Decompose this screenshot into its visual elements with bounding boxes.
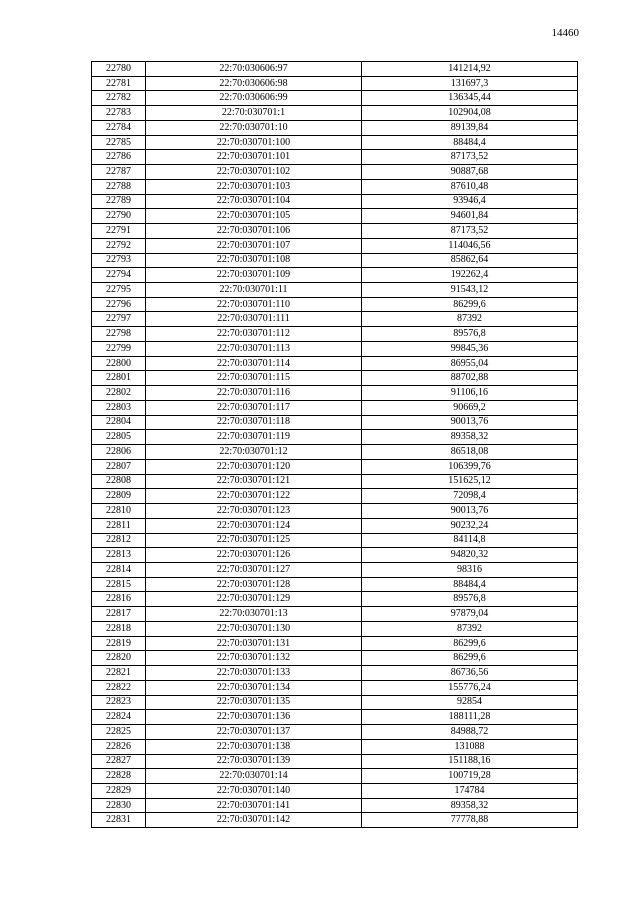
value-cell: 89358,32 xyxy=(362,430,578,445)
data-table xyxy=(91,61,578,828)
cadastral-number-cell: 22:70:030701:1 xyxy=(146,106,362,121)
cadastral-number-cell: 22:70:030606:98 xyxy=(146,76,362,91)
table-body xyxy=(92,62,578,828)
value-cell: 94820,32 xyxy=(362,548,578,563)
value-cell: 89358,32 xyxy=(362,798,578,813)
table-row xyxy=(92,504,578,519)
cadastral-number-cell: 22:70:030701:142 xyxy=(146,813,362,828)
row-number-cell: 22821 xyxy=(92,666,146,681)
cadastral-number-cell: 22:70:030701:130 xyxy=(146,621,362,636)
table-row xyxy=(92,533,578,548)
table-row xyxy=(92,430,578,445)
value-cell: 91106,16 xyxy=(362,386,578,401)
cadastral-number-cell: 22:70:030701:106 xyxy=(146,224,362,239)
value-cell: 98316 xyxy=(362,562,578,577)
cadastral-number-cell: 22:70:030701:121 xyxy=(146,474,362,489)
cadastral-number-cell: 22:70:030701:112 xyxy=(146,327,362,342)
value-cell: 89139,84 xyxy=(362,120,578,135)
row-number-cell: 22831 xyxy=(92,813,146,828)
row-number-cell: 22791 xyxy=(92,224,146,239)
row-number-cell: 22825 xyxy=(92,725,146,740)
table-row xyxy=(92,106,578,121)
row-number-cell: 22801 xyxy=(92,371,146,386)
value-cell: 92854 xyxy=(362,695,578,710)
cadastral-number-cell: 22:70:030701:100 xyxy=(146,135,362,150)
cadastral-number-cell: 22:70:030606:97 xyxy=(146,62,362,77)
value-cell: 131697,3 xyxy=(362,76,578,91)
row-number-cell: 22798 xyxy=(92,327,146,342)
cadastral-number-cell: 22:70:030701:137 xyxy=(146,725,362,740)
cadastral-number-cell: 22:70:030701:101 xyxy=(146,150,362,165)
table-row xyxy=(92,179,578,194)
cadastral-number-cell: 22:70:030701:129 xyxy=(146,592,362,607)
value-cell: 99845,36 xyxy=(362,341,578,356)
table-row xyxy=(92,489,578,504)
row-number-cell: 22823 xyxy=(92,695,146,710)
cadastral-number-cell: 22:70:030701:115 xyxy=(146,371,362,386)
table-row xyxy=(92,120,578,135)
table-row xyxy=(92,607,578,622)
table-row xyxy=(92,783,578,798)
table-row xyxy=(92,283,578,298)
table-row xyxy=(92,769,578,784)
value-cell: 89576,8 xyxy=(362,592,578,607)
table-row xyxy=(92,209,578,224)
row-number-cell: 22797 xyxy=(92,312,146,327)
table-row xyxy=(92,327,578,342)
table-row xyxy=(92,474,578,489)
row-number-cell: 22805 xyxy=(92,430,146,445)
row-number-cell: 22815 xyxy=(92,577,146,592)
row-number-cell: 22800 xyxy=(92,356,146,371)
table-row xyxy=(92,386,578,401)
cadastral-number-cell: 22:70:030701:133 xyxy=(146,666,362,681)
row-number-cell: 22789 xyxy=(92,194,146,209)
cadastral-number-cell: 22:70:030701:14 xyxy=(146,769,362,784)
row-number-cell: 22785 xyxy=(92,135,146,150)
cadastral-number-cell: 22:70:030701:114 xyxy=(146,356,362,371)
value-cell: 131088 xyxy=(362,739,578,754)
table-row xyxy=(92,356,578,371)
row-number-cell: 22799 xyxy=(92,341,146,356)
table-row xyxy=(92,135,578,150)
value-cell: 90887,68 xyxy=(362,165,578,180)
value-cell: 155776,24 xyxy=(362,680,578,695)
row-number-cell: 22802 xyxy=(92,386,146,401)
cadastral-number-cell: 22:70:030701:111 xyxy=(146,312,362,327)
value-cell: 93946,4 xyxy=(362,194,578,209)
table-row xyxy=(92,268,578,283)
table-row xyxy=(92,445,578,460)
row-number-cell: 22795 xyxy=(92,283,146,298)
page-number: 14460 xyxy=(551,27,579,39)
row-number-cell: 22829 xyxy=(92,783,146,798)
row-number-cell: 22819 xyxy=(92,636,146,651)
value-cell: 102904,08 xyxy=(362,106,578,121)
row-number-cell: 22803 xyxy=(92,400,146,415)
value-cell: 86299,6 xyxy=(362,636,578,651)
table-row xyxy=(92,798,578,813)
table-row xyxy=(92,577,578,592)
row-number-cell: 22810 xyxy=(92,504,146,519)
table-row xyxy=(92,548,578,563)
value-cell: 87173,52 xyxy=(362,224,578,239)
row-number-cell: 22790 xyxy=(92,209,146,224)
table-row xyxy=(92,592,578,607)
table-row xyxy=(92,518,578,533)
table-row xyxy=(92,725,578,740)
cadastral-number-cell: 22:70:030701:13 xyxy=(146,607,362,622)
row-number-cell: 22806 xyxy=(92,445,146,460)
value-cell: 77778,88 xyxy=(362,813,578,828)
value-cell: 88484,4 xyxy=(362,577,578,592)
cadastral-number-cell: 22:70:030701:134 xyxy=(146,680,362,695)
table-row xyxy=(92,371,578,386)
cadastral-number-cell: 22:70:030701:110 xyxy=(146,297,362,312)
value-cell: 188111,28 xyxy=(362,710,578,725)
cadastral-number-cell: 22:70:030701:131 xyxy=(146,636,362,651)
value-cell: 87173,52 xyxy=(362,150,578,165)
value-cell: 100719,28 xyxy=(362,769,578,784)
table-row xyxy=(92,238,578,253)
cadastral-number-cell: 22:70:030701:123 xyxy=(146,504,362,519)
row-number-cell: 22830 xyxy=(92,798,146,813)
cadastral-number-cell: 22:70:030701:128 xyxy=(146,577,362,592)
value-cell: 141214,92 xyxy=(362,62,578,77)
value-cell: 87392 xyxy=(362,312,578,327)
cadastral-number-cell: 22:70:030701:125 xyxy=(146,533,362,548)
value-cell: 84988,72 xyxy=(362,725,578,740)
row-number-cell: 22809 xyxy=(92,489,146,504)
table-row xyxy=(92,297,578,312)
value-cell: 151625,12 xyxy=(362,474,578,489)
table-row xyxy=(92,253,578,268)
table-row xyxy=(92,739,578,754)
cadastral-number-cell: 22:70:030701:139 xyxy=(146,754,362,769)
cadastral-number-cell: 22:70:030701:107 xyxy=(146,238,362,253)
value-cell: 86955,04 xyxy=(362,356,578,371)
row-number-cell: 22792 xyxy=(92,238,146,253)
cadastral-number-cell: 22:70:030701:103 xyxy=(146,179,362,194)
row-number-cell: 22793 xyxy=(92,253,146,268)
value-cell: 88702,88 xyxy=(362,371,578,386)
cadastral-number-cell: 22:70:030701:108 xyxy=(146,253,362,268)
cadastral-number-cell: 22:70:030701:132 xyxy=(146,651,362,666)
value-cell: 84114,8 xyxy=(362,533,578,548)
cadastral-number-cell: 22:70:030701:120 xyxy=(146,459,362,474)
row-number-cell: 22783 xyxy=(92,106,146,121)
row-number-cell: 22794 xyxy=(92,268,146,283)
cadastral-number-cell: 22:70:030606:99 xyxy=(146,91,362,106)
value-cell: 174784 xyxy=(362,783,578,798)
cadastral-number-cell: 22:70:030701:117 xyxy=(146,400,362,415)
value-cell: 86299,6 xyxy=(362,651,578,666)
cadastral-number-cell: 22:70:030701:116 xyxy=(146,386,362,401)
cadastral-number-cell: 22:70:030701:104 xyxy=(146,194,362,209)
row-number-cell: 22820 xyxy=(92,651,146,666)
cadastral-number-cell: 22:70:030701:136 xyxy=(146,710,362,725)
row-number-cell: 22814 xyxy=(92,562,146,577)
cadastral-number-cell: 22:70:030701:141 xyxy=(146,798,362,813)
table-row xyxy=(92,651,578,666)
row-number-cell: 22784 xyxy=(92,120,146,135)
row-number-cell: 22816 xyxy=(92,592,146,607)
row-number-cell: 22811 xyxy=(92,518,146,533)
value-cell: 86518,08 xyxy=(362,445,578,460)
row-number-cell: 22826 xyxy=(92,739,146,754)
row-number-cell: 22780 xyxy=(92,62,146,77)
row-number-cell: 22796 xyxy=(92,297,146,312)
value-cell: 106399,76 xyxy=(362,459,578,474)
value-cell: 90669,2 xyxy=(362,400,578,415)
cadastral-number-cell: 22:70:030701:124 xyxy=(146,518,362,533)
value-cell: 87392 xyxy=(362,621,578,636)
row-number-cell: 22828 xyxy=(92,769,146,784)
cadastral-number-cell: 22:70:030701:138 xyxy=(146,739,362,754)
table-row xyxy=(92,562,578,577)
value-cell: 86299,6 xyxy=(362,297,578,312)
table-row xyxy=(92,165,578,180)
value-cell: 86736,56 xyxy=(362,666,578,681)
table-row xyxy=(92,341,578,356)
value-cell: 97879,04 xyxy=(362,607,578,622)
table-row xyxy=(92,224,578,239)
row-number-cell: 22813 xyxy=(92,548,146,563)
table-row xyxy=(92,636,578,651)
value-cell: 151188,16 xyxy=(362,754,578,769)
cadastral-number-cell: 22:70:030701:119 xyxy=(146,430,362,445)
cadastral-number-cell: 22:70:030701:140 xyxy=(146,783,362,798)
table-row xyxy=(92,400,578,415)
table-row xyxy=(92,666,578,681)
table-row xyxy=(92,695,578,710)
cadastral-number-cell: 22:70:030701:12 xyxy=(146,445,362,460)
cadastral-number-cell: 22:70:030701:102 xyxy=(146,165,362,180)
value-cell: 72098,4 xyxy=(362,489,578,504)
cadastral-number-cell: 22:70:030701:105 xyxy=(146,209,362,224)
cadastral-number-cell: 22:70:030701:113 xyxy=(146,341,362,356)
table-row xyxy=(92,415,578,430)
table-row xyxy=(92,710,578,725)
row-number-cell: 22818 xyxy=(92,621,146,636)
cadastral-number-cell: 22:70:030701:135 xyxy=(146,695,362,710)
value-cell: 85862,64 xyxy=(362,253,578,268)
table-row xyxy=(92,312,578,327)
table-row xyxy=(92,91,578,106)
table-row xyxy=(92,194,578,209)
row-number-cell: 22808 xyxy=(92,474,146,489)
value-cell: 90013,76 xyxy=(362,504,578,519)
row-number-cell: 22807 xyxy=(92,459,146,474)
cadastral-number-cell: 22:70:030701:126 xyxy=(146,548,362,563)
row-number-cell: 22812 xyxy=(92,533,146,548)
row-number-cell: 22804 xyxy=(92,415,146,430)
value-cell: 87610,48 xyxy=(362,179,578,194)
cadastral-number-cell: 22:70:030701:109 xyxy=(146,268,362,283)
cadastral-number-cell: 22:70:030701:11 xyxy=(146,283,362,298)
row-number-cell: 22824 xyxy=(92,710,146,725)
value-cell: 90232,24 xyxy=(362,518,578,533)
value-cell: 136345,44 xyxy=(362,91,578,106)
value-cell: 90013,76 xyxy=(362,415,578,430)
cadastral-number-cell: 22:70:030701:122 xyxy=(146,489,362,504)
row-number-cell: 22788 xyxy=(92,179,146,194)
row-number-cell: 22787 xyxy=(92,165,146,180)
table-row xyxy=(92,150,578,165)
table-row xyxy=(92,813,578,828)
table-row xyxy=(92,621,578,636)
value-cell: 192262,4 xyxy=(362,268,578,283)
table-row xyxy=(92,680,578,695)
cadastral-number-cell: 22:70:030701:10 xyxy=(146,120,362,135)
value-cell: 89576,8 xyxy=(362,327,578,342)
table-row xyxy=(92,62,578,77)
row-number-cell: 22822 xyxy=(92,680,146,695)
row-number-cell: 22817 xyxy=(92,607,146,622)
value-cell: 114046,56 xyxy=(362,238,578,253)
cadastral-number-cell: 22:70:030701:127 xyxy=(146,562,362,577)
table-row xyxy=(92,754,578,769)
value-cell: 88484,4 xyxy=(362,135,578,150)
row-number-cell: 22786 xyxy=(92,150,146,165)
cadastral-number-cell: 22:70:030701:118 xyxy=(146,415,362,430)
row-number-cell: 22782 xyxy=(92,91,146,106)
row-number-cell: 22781 xyxy=(92,76,146,91)
value-cell: 91543,12 xyxy=(362,283,578,298)
value-cell: 94601,84 xyxy=(362,209,578,224)
table-row xyxy=(92,459,578,474)
row-number-cell: 22827 xyxy=(92,754,146,769)
table-row xyxy=(92,76,578,91)
